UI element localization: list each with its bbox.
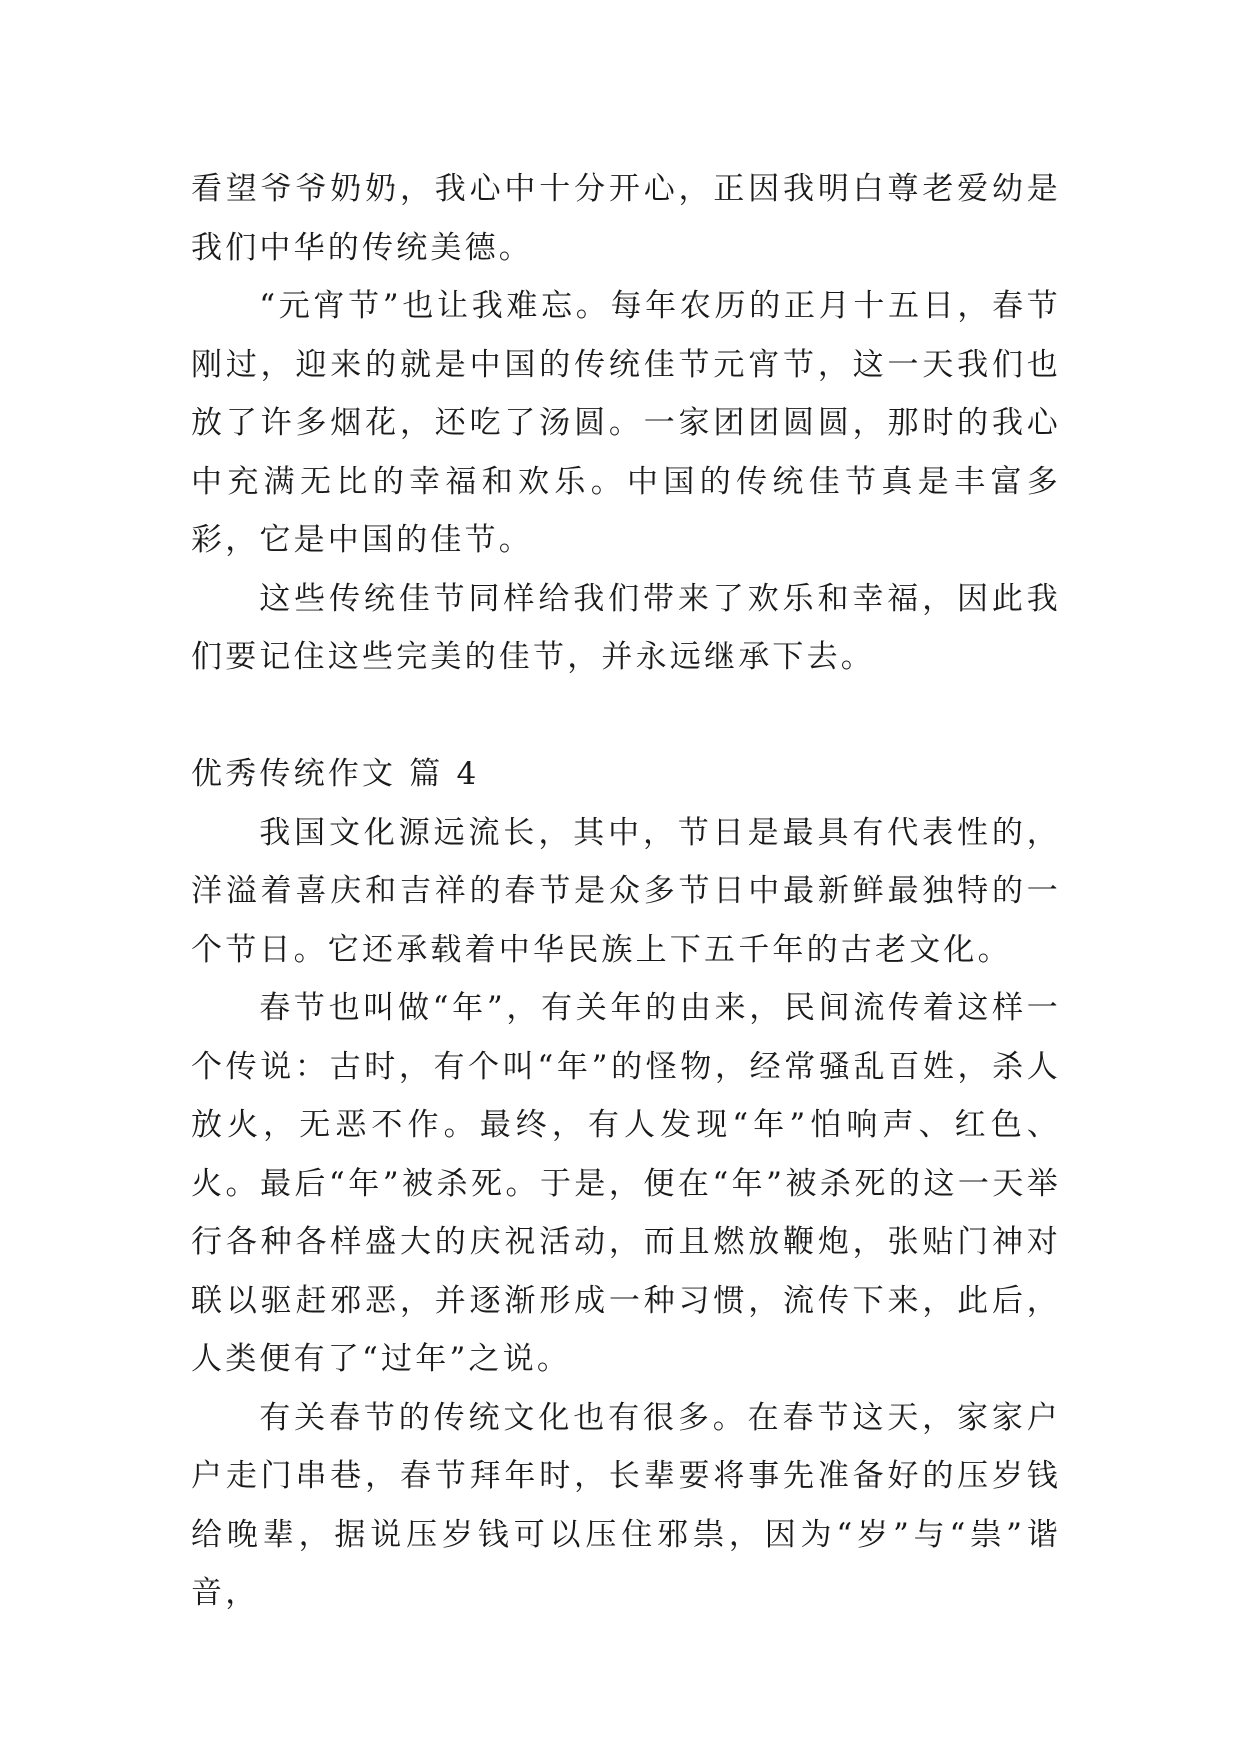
section-spacer: [191, 687, 1061, 746]
paragraph-conclusion: 这些传统佳节同样给我们带来了欢乐和幸福，因此我们要记住这些完美的佳节，并永远继承下去。: [191, 580, 1061, 675]
paragraph-continuation: 看望爷爷奶奶，我心中十分开心，正因我明白尊老爱幼是我们中华的传统美德。: [191, 171, 1061, 266]
paragraph-lantern-festival: “元宵节”也让我难忘。每年农历的正月十五日，春节刚过，迎来的就是中国的传统佳节元宵节，这一天我们也放了许多烟花，还吃了汤圆。一家团团圆圆，那时的我心中充满无比的幸福和欢乐。中国的传统佳节真是丰富多彩，它是中国的佳节。: [191, 288, 1061, 558]
article-body: [191, 160, 1061, 1623]
section-heading: 优秀传统作文 篇 4: [191, 756, 480, 792]
paragraph-nian-legend: 春节也叫做“年”，有关年的由来，民间流传着这样一个传说：古时，有个叫“年”的怪物，经常骚乱百姓，杀人放火，无恶不作。最终，有人发现“年”怕响声、红色、火。最后“年”被杀死。于是，便在“年”被杀死的这一天举行各种各样盛大的庆祝活动，而且燃放鞭炮，张贴门神对联以驱赶邪恶，并逐渐形成一种习惯，流传下来，此后，人类便有了“过年”之说。: [191, 990, 1061, 1377]
paragraph-culture-intro: 我国文化源远流长，其中，节日是最具有代表性的，洋溢着喜庆和吉祥的春节是众多节日中最新鲜最独特的一个节日。它还承载着中华民族上下五千年的古老文化。: [191, 814, 1061, 968]
paragraph-spring-customs: 有关春节的传统文化也有很多。在春节这天，家家户户走门串巷，春节拜年时，长辈要将事先准备好的压岁钱给晚辈，据说压岁钱可以压住邪祟，因为“岁”与“祟”谐音，: [191, 1399, 1061, 1611]
